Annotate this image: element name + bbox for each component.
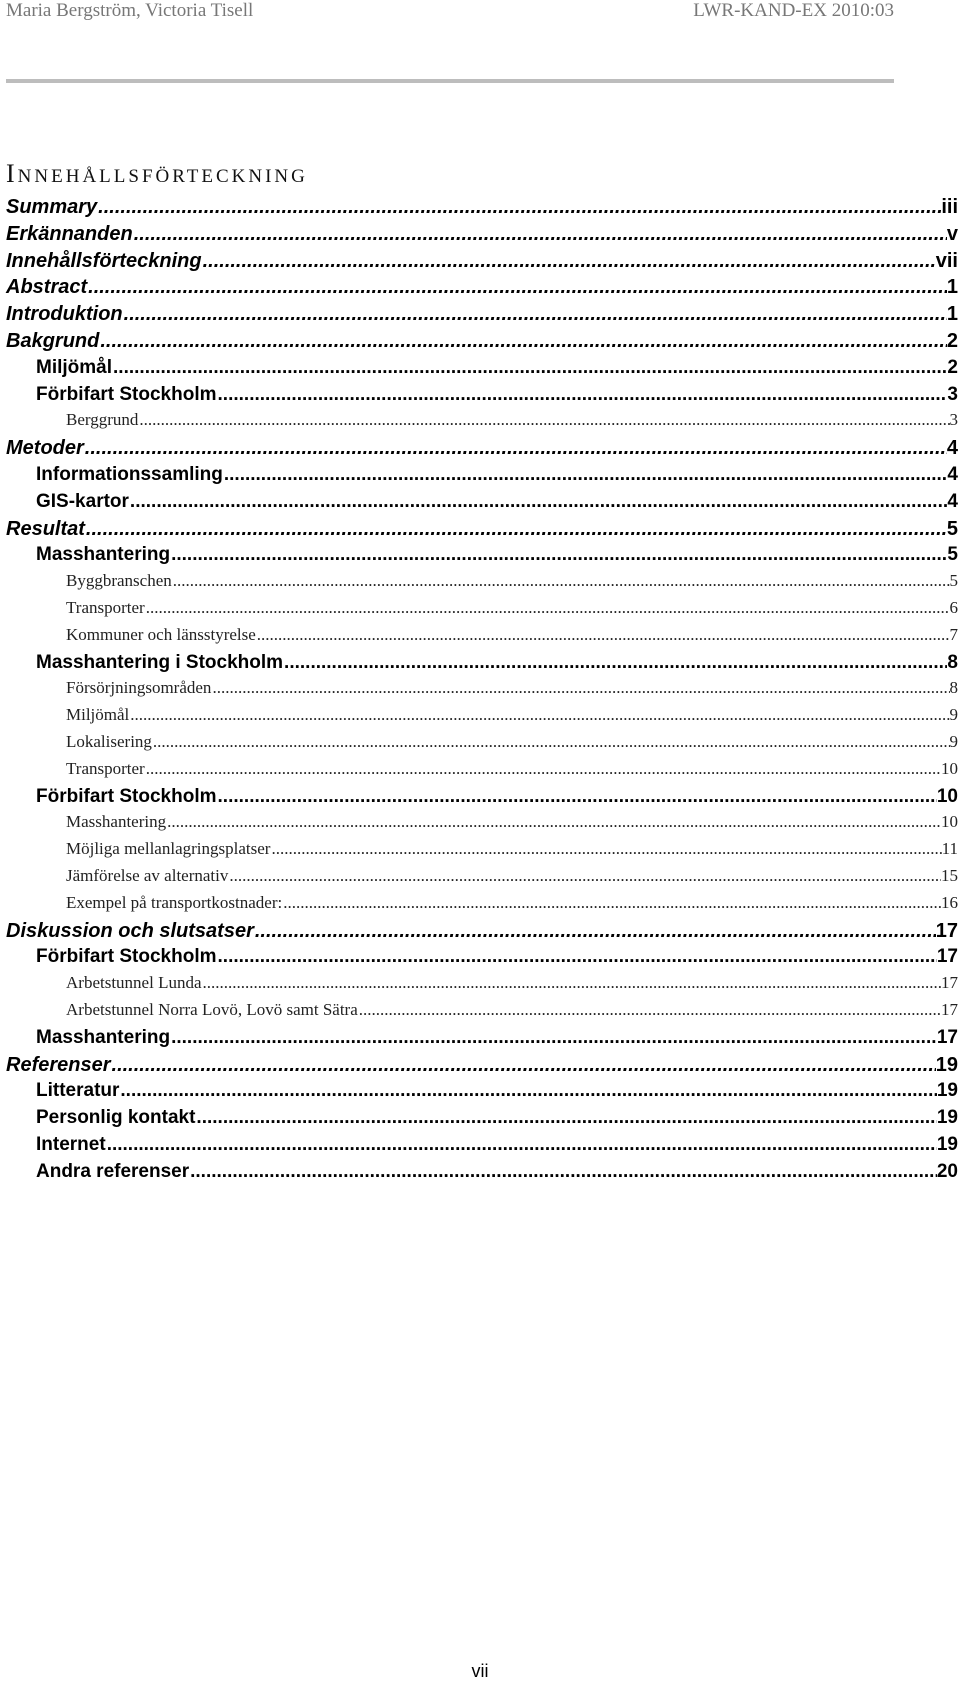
toc-entry-label: Berggrund [66, 410, 139, 429]
dot-leader [270, 839, 941, 859]
toc-entry[interactable] [36, 1027, 958, 1051]
toc-entry-label: Miljömål [66, 705, 130, 724]
toc-entry-label: Litteratur [36, 1080, 120, 1101]
dot-leader [195, 1107, 936, 1129]
toc-entry-label: Abstract [6, 276, 88, 298]
toc-entry-label: Kommuner och länsstyrelse [66, 625, 256, 644]
toc-entry[interactable] [36, 786, 958, 810]
toc-entry-label: Byggbranschen [66, 571, 172, 590]
toc-entry[interactable] [6, 196, 958, 220]
toc-entry-label: Försörjningsområden [66, 678, 212, 697]
dot-leader [211, 678, 949, 698]
toc-entry-page: 19 [936, 1107, 958, 1128]
toc-entry[interactable] [66, 866, 958, 890]
toc-entry[interactable] [6, 437, 958, 461]
toc-entry-page: iii [941, 196, 958, 218]
toc-entry[interactable] [66, 759, 958, 783]
toc-entry-page: 15 [941, 866, 958, 885]
toc-entry-page: 10 [941, 812, 958, 831]
dot-leader [223, 464, 948, 486]
toc-entry-page: 5 [949, 571, 958, 590]
toc-entry-page: v [946, 223, 958, 245]
toc-entry[interactable] [6, 920, 958, 944]
toc-entry[interactable] [36, 384, 958, 408]
dot-leader [217, 786, 937, 808]
toc-entry-label: Masshantering [36, 544, 171, 565]
toc-entry-label: Lokalisering [66, 732, 152, 751]
toc-entry-label: Jämförelse av alternativ [66, 866, 229, 885]
toc-entry[interactable] [66, 705, 958, 729]
toc-entry-label: Diskussion och slutsatser [6, 920, 254, 942]
toc-entry-page: 6 [949, 598, 958, 617]
toc-entry[interactable] [6, 250, 958, 274]
toc-entry-page: vii [935, 250, 958, 272]
toc-entry-label: Exempel på transportkostnader: [66, 893, 283, 912]
dot-leader [283, 652, 947, 674]
dot-leader [119, 1080, 936, 1102]
toc-entry-page: 4 [946, 437, 958, 459]
dot-leader [99, 330, 947, 353]
toc-entry-page: 17 [941, 973, 958, 992]
dot-leader [217, 384, 948, 406]
toc-entry-label: Personlig kontakt [36, 1107, 196, 1128]
dot-leader [282, 893, 941, 913]
toc-entry-page: 16 [941, 893, 958, 912]
dot-leader [138, 410, 949, 430]
toc-entry-label: Masshantering [66, 812, 167, 831]
toc-title-initial: I [6, 159, 18, 188]
toc-entry[interactable] [66, 571, 958, 595]
dot-leader [97, 196, 941, 219]
dot-leader [152, 732, 950, 752]
toc-entry-label: Miljömål [36, 357, 113, 378]
toc-entry-label: Resultat [6, 518, 85, 540]
toc-entry[interactable] [36, 491, 958, 515]
page-header [6, 0, 894, 28]
dot-leader [111, 1054, 936, 1077]
toc-entry-page: 5 [946, 518, 958, 540]
toc-entry[interactable] [66, 678, 958, 702]
toc-entry-page: 11 [941, 839, 958, 858]
toc-entry-label: Introduktion [6, 303, 123, 325]
toc-entry-label: Förbifart Stockholm [36, 786, 217, 807]
toc-entry-label: Referenser [6, 1054, 111, 1076]
toc-entry[interactable] [36, 1134, 958, 1158]
toc-entry-page: 9 [949, 732, 958, 751]
toc-entry-label: GIS-kartor [36, 491, 129, 512]
toc-entry[interactable] [36, 464, 958, 488]
dot-leader [254, 920, 936, 943]
toc-entry[interactable] [36, 1080, 958, 1104]
toc-entry-page: 3 [947, 384, 958, 405]
toc-entry-label: Transporter [66, 598, 145, 617]
toc-entry-page: 4 [947, 491, 958, 512]
header-authors: Maria Bergström, Victoria Tisell [6, 0, 254, 21]
dot-leader [217, 946, 937, 968]
toc-entry[interactable] [36, 946, 958, 970]
toc-entry[interactable] [6, 303, 958, 327]
toc-entry-page: 10 [936, 786, 958, 807]
dot-leader [189, 1161, 937, 1183]
toc-entry[interactable] [66, 893, 958, 917]
dot-leader [145, 759, 941, 779]
toc-entry-label: Innehållsförteckning [6, 250, 202, 272]
toc-entry-label: Metoder [6, 437, 84, 459]
toc-entry-label: Möjliga mellanlagringsplatser [66, 839, 271, 858]
toc-entry-label: Arbetstunnel Norra Lovö, Lovö samt Sätra [66, 1000, 358, 1019]
dot-leader [106, 1134, 937, 1156]
dot-leader [202, 973, 942, 993]
toc-entry[interactable] [66, 625, 958, 649]
toc-entry-page: 8 [947, 652, 958, 673]
dot-leader [256, 625, 950, 645]
toc-entry-page: 17 [935, 920, 958, 942]
toc-entry-page: 2 [946, 330, 958, 352]
toc-entry-page: 19 [935, 1054, 958, 1076]
toc-entry-label: Erkännanden [6, 223, 133, 245]
toc-entry[interactable] [66, 598, 958, 622]
toc-entry-page: 17 [941, 1000, 958, 1019]
toc-entry[interactable] [66, 839, 958, 863]
dot-leader [202, 250, 936, 273]
toc-entry-page: 3 [949, 410, 958, 429]
toc-entry[interactable] [6, 330, 958, 354]
toc-entry[interactable] [36, 1161, 958, 1185]
toc-entry[interactable] [36, 544, 958, 568]
toc-entry-label: Summary [6, 196, 98, 218]
toc-entry-page: 17 [936, 1027, 958, 1048]
toc-entry[interactable] [66, 1000, 958, 1024]
toc-entry[interactable] [66, 410, 958, 434]
toc-entry-page: 19 [936, 1080, 958, 1101]
toc-entry-page: 4 [947, 464, 958, 485]
toc-entry-page: 9 [949, 705, 958, 724]
toc-entry[interactable] [66, 812, 958, 836]
toc-title-rest: NNEHÅLLSFÖRTECKNING [17, 166, 308, 187]
dot-leader [228, 866, 941, 886]
dot-leader [358, 1000, 941, 1020]
dot-leader [84, 437, 947, 460]
toc-entry-label: Informationssamling [36, 464, 223, 485]
toc-entry-label: Masshantering i Stockholm [36, 652, 284, 673]
dot-leader [133, 223, 947, 246]
toc-entry-page: 19 [936, 1134, 958, 1155]
toc-title [6, 153, 308, 190]
toc-entry[interactable] [36, 357, 958, 381]
dot-leader [129, 491, 948, 513]
dot-leader [166, 812, 941, 832]
toc-entry-page: 1 [946, 303, 958, 325]
toc-entry-page: 10 [941, 759, 958, 778]
toc-entry[interactable] [66, 973, 958, 997]
toc-entry-label: Andra referenser [36, 1161, 190, 1182]
toc-entry-label: Transporter [66, 759, 145, 778]
toc-entry[interactable] [6, 276, 958, 300]
dot-leader [129, 705, 949, 725]
dot-leader [170, 544, 947, 566]
page-number: vii [471, 1661, 489, 1681]
toc-entry-page: 17 [936, 946, 958, 967]
dot-leader [172, 571, 950, 591]
dot-leader [85, 518, 947, 541]
dot-leader [87, 276, 947, 299]
toc-entry-label: Internet [36, 1134, 106, 1155]
toc-entry-label: Förbifart Stockholm [36, 384, 217, 405]
toc-entry-label: Bakgrund [6, 330, 100, 352]
toc-entry-page: 5 [947, 544, 958, 565]
header-rule [6, 79, 894, 83]
dot-leader [123, 303, 947, 326]
toc-entry-page: 20 [936, 1161, 958, 1182]
toc-entry-page: 1 [946, 276, 958, 298]
toc-entry[interactable] [6, 518, 958, 542]
toc-entry[interactable] [6, 1054, 958, 1078]
toc-entry-page: 7 [949, 625, 958, 644]
dot-leader [112, 357, 947, 379]
toc-entry-label: Förbifart Stockholm [36, 946, 217, 967]
toc-entry-label: Masshantering [36, 1027, 171, 1048]
header-report-id: LWR-KAND-EX 2010:03 [693, 0, 894, 21]
toc-entry-label: Arbetstunnel Lunda [66, 973, 202, 992]
toc-entry[interactable] [36, 1107, 958, 1131]
dot-leader [170, 1027, 937, 1049]
toc-entry-page: 8 [949, 678, 958, 697]
dot-leader [145, 598, 950, 618]
toc-entry[interactable] [66, 732, 958, 756]
toc-entry[interactable] [6, 223, 958, 247]
toc-entry[interactable] [36, 652, 958, 676]
toc-entry-page: 2 [947, 357, 958, 378]
